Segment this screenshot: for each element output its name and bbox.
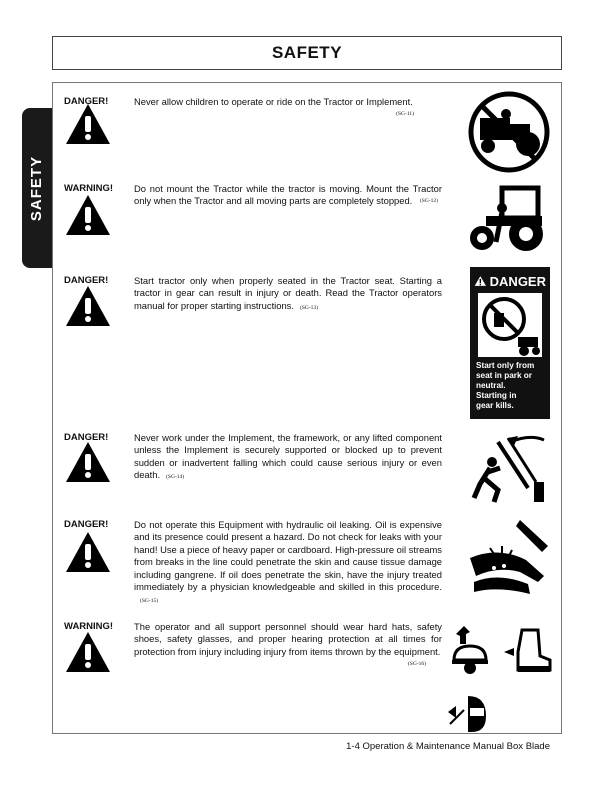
warning-triangle-icon	[64, 193, 112, 237]
section-code: (SG-11)	[396, 111, 414, 118]
paragraph-text: Start tractor only when properly seated in the Tractor seat. Starting a tractor in gear can result in injury or death. Read the Tractor operators manual for proper starting instructions.	[134, 275, 442, 311]
section-code: (SG-15)	[140, 598, 159, 605]
tractor-starter-icon	[478, 293, 542, 357]
page-footer: 1-4 Operation & Maintenance Manual Box Blade	[346, 741, 550, 752]
hard-hat-icon	[448, 622, 490, 678]
section-code: (SG-14)	[166, 474, 185, 481]
paragraph-text: Do not operate this Equipment with hydraulic oil leaking. Oil is expensive and its presence could present a hazard. Do not check for leaks with your hand! Use a piece of heavy paper or cardboard. High-pressure oil streams from breaks in the line could penetrate the skin and cause tissue damage including gangrene. If oil does penetrate the skin, have the injury treated immediately by a physician knowledgeable and skilled in this procedure.	[134, 519, 442, 593]
safety-paragraph	[134, 519, 442, 608]
section-code: (SG-13)	[299, 304, 319, 311]
decal-header	[474, 273, 546, 289]
safety-paragraph	[134, 96, 442, 121]
side-tab-label: SAFETY	[28, 155, 46, 221]
page-title: SAFETY	[271, 43, 343, 62]
decal-line: seat in park or	[476, 371, 532, 380]
decal-line: neutral.	[476, 381, 506, 390]
no-mounting-moving-tractor-icon	[466, 182, 552, 254]
signal-word: DANGER!	[64, 519, 109, 530]
paragraph-text: Never work under the Implement, the framework, or any lifted component unless the Implement is securely supported or blocked up to prevent sudden or inadvertent falling which could cause serious injury or even death.	[134, 432, 442, 481]
signal-word: DANGER!	[64, 96, 109, 107]
safety-paragraph	[134, 432, 442, 484]
side-tab	[22, 108, 52, 268]
decal-line: Starting in	[476, 391, 517, 400]
signal-word: DANGER!	[64, 275, 109, 286]
paragraph-text: Do not mount the Tractor while the tractor is moving. Mount the Tractor only when the Tractor and all moving parts are completely stopped.	[134, 183, 442, 207]
decal-header-text: DANGER	[489, 273, 546, 289]
signal-word: DANGER!	[64, 432, 109, 443]
section-code: (SG-16)	[407, 661, 426, 668]
decal-line: Start only from	[476, 361, 535, 370]
signal-word: WARNING!	[64, 621, 114, 632]
safety-paragraph	[134, 621, 442, 671]
hydraulic-leak-hand-icon	[468, 516, 552, 600]
no-children-on-tractor-icon	[466, 90, 552, 174]
signal-word: WARNING!	[64, 183, 114, 194]
safety-paragraph	[134, 183, 442, 208]
safety-glasses-icon	[446, 694, 490, 734]
paragraph-text: Never allow children to operate or ride on the Tractor or Implement.	[134, 96, 413, 107]
start-only-from-seat-decal	[470, 267, 550, 419]
decal-warning-icon	[474, 273, 487, 289]
safety-boot-icon	[502, 626, 552, 674]
header-box	[52, 36, 562, 70]
warning-triangle-icon	[64, 440, 112, 484]
crush-hazard-icon	[470, 432, 550, 504]
decal-line: gear kills.	[476, 401, 514, 410]
warning-triangle-icon	[64, 530, 112, 574]
section-code: (SG-12)	[419, 198, 438, 205]
decal-text	[476, 361, 534, 411]
paragraph-text: The operator and all support personnel should wear hard hats, safety shoes, safety glasses, and proper hearing protection at all times for protection from injury including injury from items thrown by the equipment.	[134, 621, 442, 657]
safety-paragraph	[134, 275, 442, 314]
warning-triangle-icon	[64, 102, 112, 146]
warning-triangle-icon	[64, 284, 112, 328]
warning-triangle-icon	[64, 630, 112, 674]
protective-gear-icons	[446, 616, 552, 734]
